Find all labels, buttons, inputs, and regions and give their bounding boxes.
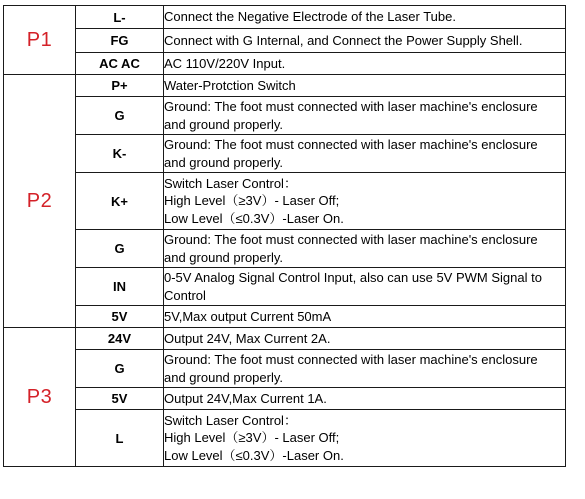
table-row <box>4 410 566 467</box>
pin-name: L- <box>76 6 164 29</box>
pin-description <box>164 410 566 467</box>
table-row <box>4 328 566 350</box>
description-line: High Level（≥3V）- Laser Off; <box>164 430 340 446</box>
description-line: 0-5V Analog Signal Control Input, also can use 5V PWM Signal to <box>164 270 542 286</box>
table-body <box>4 6 566 467</box>
pin-description <box>164 97 566 135</box>
table-row <box>4 350 566 388</box>
description-line: 5V,Max output Current 50mA <box>164 308 332 324</box>
pin-description <box>164 268 566 306</box>
description-line: Ground: The foot must connected with laser machine's enclosure <box>164 137 538 153</box>
pin-name: 5V <box>76 306 164 328</box>
description-line: and ground properly. <box>164 154 284 170</box>
pin-definition-table <box>3 5 566 467</box>
table-row <box>4 388 566 410</box>
pin-name: G <box>76 230 164 268</box>
pin-description <box>164 328 566 350</box>
description-line: Connect the Negative Electrode of the Laser Tube. <box>164 9 456 25</box>
pin-name: 5V <box>76 388 164 410</box>
pin-description <box>164 6 566 29</box>
description-line: Water-Protction Switch <box>164 77 296 93</box>
description-line: Low Level（≤0.3V）-Laser On. <box>164 210 344 226</box>
description-line: Low Level（≤0.3V）-Laser On. <box>164 447 344 463</box>
pin-name: K+ <box>76 173 164 230</box>
pin-description <box>164 306 566 328</box>
pin-name: L <box>76 410 164 467</box>
description-line: Switch Laser Control： <box>164 412 297 428</box>
description-line: and ground properly. <box>164 369 284 385</box>
table-row <box>4 268 566 306</box>
description-line: and ground properly. <box>164 249 284 265</box>
port-label: P3 <box>4 328 76 467</box>
description-line: AC 110V/220V Input. <box>164 55 286 71</box>
pin-name: FG <box>76 29 164 53</box>
description-line: and ground properly. <box>164 116 284 132</box>
pin-description <box>164 173 566 230</box>
pin-description <box>164 388 566 410</box>
pin-description <box>164 230 566 268</box>
table-row <box>4 75 566 97</box>
pin-description <box>164 350 566 388</box>
pin-description <box>164 53 566 75</box>
pin-description <box>164 29 566 53</box>
table-row <box>4 135 566 173</box>
pin-description <box>164 75 566 97</box>
table-row <box>4 173 566 230</box>
pin-name: IN <box>76 268 164 306</box>
description-line: Ground: The foot must connected with laser machine's enclosure <box>164 352 538 368</box>
pin-name: 24V <box>76 328 164 350</box>
description-line: High Level（≥3V）- Laser Off; <box>164 193 340 209</box>
table-row <box>4 53 566 75</box>
pin-name: AC AC <box>76 53 164 75</box>
description-line: Connect with G Internal, and Connect the Power Supply Shell. <box>164 32 523 48</box>
description-line: Output 24V,Max Current 1A. <box>164 390 327 406</box>
table-row <box>4 29 566 53</box>
description-line: Output 24V, Max Current 2A. <box>164 330 331 346</box>
description-line: Control <box>164 287 206 303</box>
pin-description <box>164 135 566 173</box>
pin-name: G <box>76 97 164 135</box>
table-row <box>4 97 566 135</box>
table-row <box>4 306 566 328</box>
pin-name: G <box>76 350 164 388</box>
pin-name: K- <box>76 135 164 173</box>
table-row <box>4 230 566 268</box>
pin-name: P+ <box>76 75 164 97</box>
description-line: Ground: The foot must connected with laser machine's enclosure <box>164 99 538 115</box>
port-label: P2 <box>4 75 76 328</box>
description-line: Ground: The foot must connected with laser machine's enclosure <box>164 232 538 248</box>
description-line: Switch Laser Control： <box>164 175 297 191</box>
table-row <box>4 6 566 29</box>
port-label: P1 <box>4 6 76 75</box>
